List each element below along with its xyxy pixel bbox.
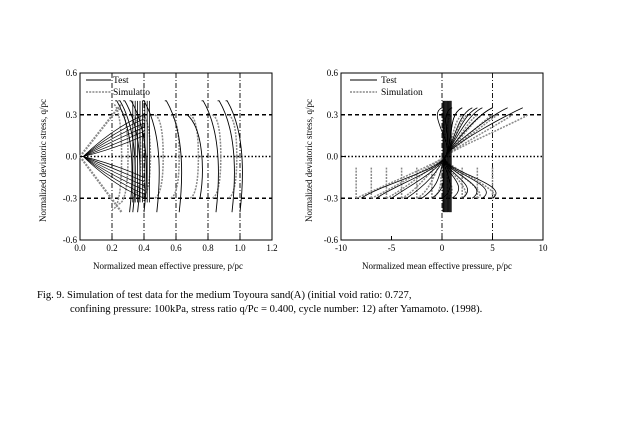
x-tick-label: 0.4 — [138, 243, 150, 253]
test-curve — [445, 108, 496, 198]
right-y-ticks — [324, 68, 345, 245]
x-tick-label: -5 — [387, 243, 396, 253]
x-tick-label: 0.8 — [202, 243, 214, 253]
right-y-axis-label: Normalized deviatoric stress, q/pc — [304, 99, 314, 222]
figure-caption-line-2: confining pressure: 100kPa, stress ratio q/Pc = 0.400, cycle number: 12) after Yamamoto. (1998). — [70, 304, 483, 315]
y-tick-label: 0.3 — [326, 109, 338, 120]
y-tick-label: -0.6 — [323, 235, 338, 245]
right-chart — [304, 68, 548, 271]
y-tick-label: 0.6 — [65, 68, 77, 78]
figure-caption-line-1: Fig. 9. Simulation of test data for the medium Toyoura sand(A) (initial void ratio: 0.727, — [37, 290, 412, 301]
x-tick-label: 0.2 — [106, 243, 118, 253]
y-tick-label: -0.3 — [323, 193, 338, 204]
legend-label-test: Test — [113, 76, 129, 86]
left-chart — [38, 68, 278, 271]
left-y-axis-label: Normalized deviatoric stress, q/pc — [38, 99, 48, 222]
left-y-ticks — [63, 68, 84, 245]
x-tick-label: 0 — [439, 243, 445, 253]
simulation-loop — [112, 104, 122, 210]
y-tick-label: -0.3 — [62, 193, 77, 204]
y-tick-label: 0.6 — [326, 68, 338, 78]
left-legend — [86, 76, 150, 98]
x-tick-label: 1.2 — [266, 243, 278, 253]
legend-label-test: Test — [381, 76, 397, 86]
left-grid — [80, 73, 272, 240]
x-tick-label: 0.6 — [170, 243, 182, 253]
left-x-ticks — [74, 236, 277, 253]
y-tick-label: -0.6 — [62, 235, 77, 245]
x-tick-label: 0.0 — [74, 243, 86, 253]
y-tick-label: 0.0 — [326, 151, 338, 162]
simulation-loop — [211, 115, 221, 199]
right-grid — [341, 73, 543, 240]
y-tick-label: 0.3 — [65, 109, 77, 120]
right-x-axis-label: Normalized mean effective pressure, p/pc — [362, 261, 513, 271]
x-tick-label: 5 — [490, 243, 495, 253]
legend-label-simulation: Simulatio — [113, 88, 150, 98]
left-x-axis-label: Normalized mean effective pressure, p/pc — [93, 261, 244, 271]
right-x-ticks — [335, 236, 548, 253]
x-tick-label: 1.0 — [234, 243, 246, 253]
legend-label-simulation: Simulation — [381, 88, 423, 98]
y-tick-label: 0.0 — [65, 151, 77, 162]
x-tick-label: -10 — [335, 243, 347, 253]
x-tick-label: 10 — [538, 243, 548, 253]
right-legend — [350, 76, 423, 98]
